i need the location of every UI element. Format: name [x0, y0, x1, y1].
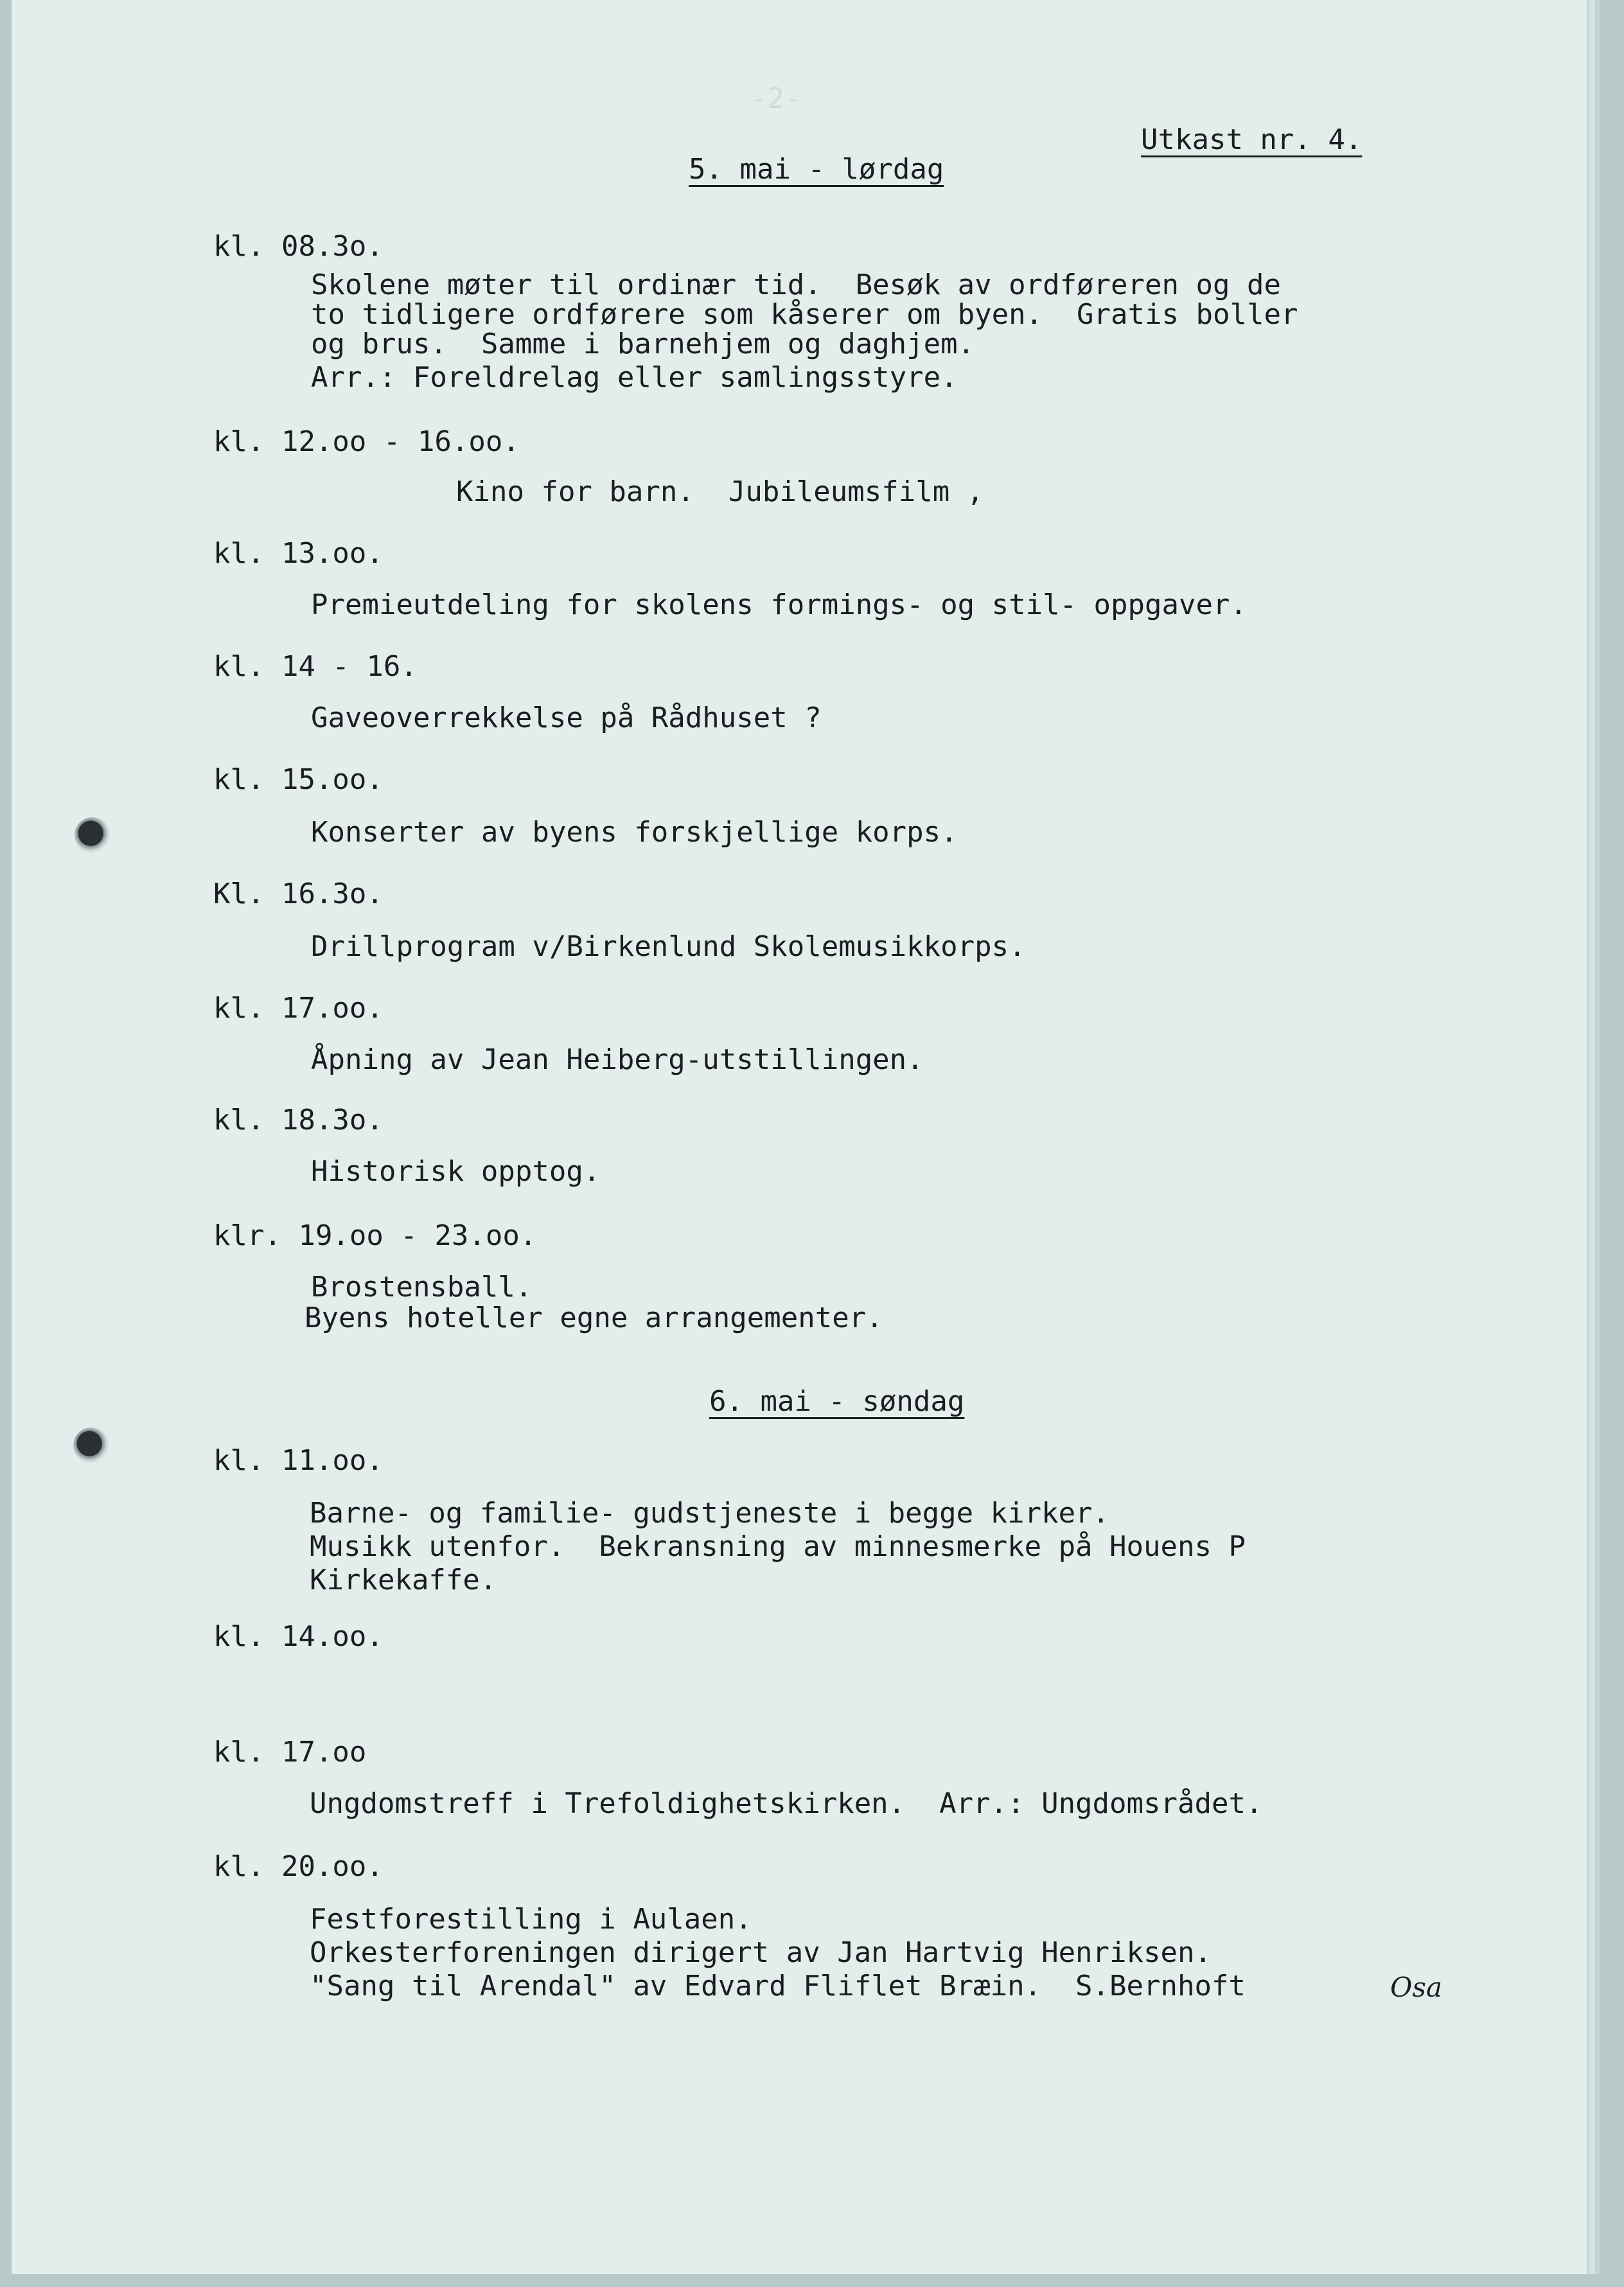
bleed-through-page-number: -2-	[750, 82, 802, 115]
event-line: Musikk utenfor. Bekransning av minnesmerke på Houens P	[310, 1530, 1246, 1563]
event-line: Kino for barn. Jubileumsfilm ,	[456, 475, 984, 508]
event-time: klr. 19.oo - 23.oo.	[213, 1219, 537, 1252]
day-heading: 6. mai - søndag	[709, 1385, 965, 1418]
event-line: Premieutdeling for skolens formings- og stil- oppgaver.	[311, 588, 1247, 621]
event-time: kl. 20.oo.	[213, 1850, 384, 1883]
event-line: Orkesterforeningen dirigert av Jan Hartvig Henriksen.	[310, 1936, 1212, 1969]
event-time: kl. 18.3o.	[213, 1104, 384, 1136]
event-line: Åpning av Jean Heiberg-utstillingen.	[311, 1043, 924, 1076]
event-time: kl. 13.oo.	[213, 537, 384, 570]
event-line: Historisk opptog.	[311, 1155, 601, 1188]
event-time: kl. 15.oo.	[213, 763, 384, 796]
event-line: Arr.: Foreldrelag eller samlingsstyre.	[311, 361, 958, 394]
event-line: Festforestilling i Aulaen.	[310, 1903, 752, 1936]
event-time: kl. 12.oo - 16.oo.	[213, 425, 520, 458]
punch-hole-bottom	[73, 1427, 109, 1463]
event-time: kl. 14.oo.	[213, 1620, 384, 1653]
punch-hole-top	[75, 817, 110, 853]
document-page	[12, 0, 1589, 2274]
event-time: kl. 08.3o.	[213, 230, 384, 263]
draft-label: Utkast nr. 4.	[1141, 123, 1363, 156]
event-line: "Sang til Arendal" av Edvard Fliflet Bræin. S.Bernhoft	[310, 1970, 1246, 2002]
event-time: kl. 14 - 16.	[213, 650, 418, 683]
event-time: kl. 17.oo	[213, 1736, 367, 1769]
event-time: kl. 17.oo.	[213, 992, 384, 1025]
event-line: Skolene møter til ordinær tid. Besøk av ordføreren og de	[311, 269, 1281, 301]
day-heading: 5. mai - lørdag	[689, 153, 944, 186]
handwritten-signature: Osa	[1390, 1972, 1443, 2003]
event-line: Konserter av byens forskjellige korps.	[311, 816, 958, 849]
event-time: Kl. 16.3o.	[213, 878, 384, 910]
event-line: Ungdomstreff i Trefoldighetskirken. Arr.: Ungdomsrådet.	[310, 1787, 1263, 1820]
event-line: Drillprogram v/Birkenlund Skolemusikkorps.	[311, 930, 1026, 963]
event-line: og brus. Samme i barnehjem og daghjem.	[311, 328, 975, 360]
event-line: Barne- og familie- gudstjeneste i begge kirker.	[310, 1497, 1110, 1530]
event-line: Kirkekaffe.	[310, 1564, 497, 1596]
event-time: kl. 11.oo.	[213, 1444, 384, 1477]
event-line: Byens hoteller egne arrangementer.	[304, 1302, 883, 1334]
event-line: Brostensball.	[311, 1271, 533, 1303]
event-line: Gaveoverrekkelse på Rådhuset ?	[311, 702, 822, 734]
event-line: to tidligere ordførere som kåserer om byen. Gratis boller	[311, 298, 1298, 331]
